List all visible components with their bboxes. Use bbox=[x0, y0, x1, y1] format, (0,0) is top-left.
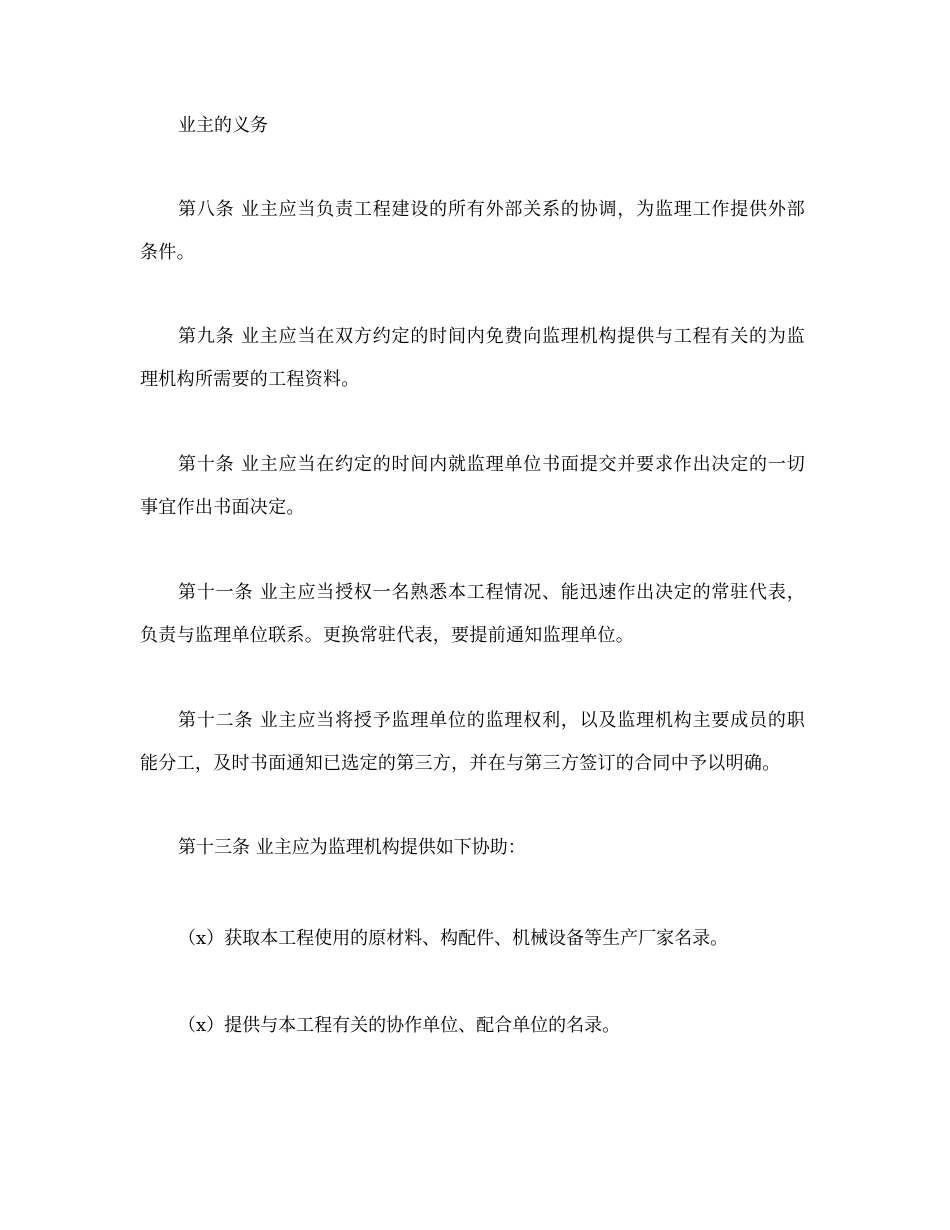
list-item-2: （x）提供与本工程有关的协作单位、配合单位的名录。 bbox=[178, 1015, 621, 1036]
article-9: 第九条 业主应当在双方约定的时间内免费向监理机构提供与工程有关的为监理机构所需要的工程资料。 bbox=[140, 326, 805, 390]
article-8: 第八条 业主应当负责工程建设的所有外部关系的协调，为监理工作提供外部条件。 bbox=[140, 199, 805, 263]
article-12: 第十二条 业主应当将授予监理单位的监理权利，以及监理机构主要成员的职能分工，及时书面通知已选定的第三方，并在与第三方签订的合同中予以明确。 bbox=[140, 710, 805, 774]
article-13: 第十三条 业主应为监理机构提供如下协助： bbox=[178, 837, 526, 858]
section-title: 业主的义务 bbox=[178, 115, 268, 136]
article-11: 第十一条 业主应当授权一名熟悉本工程情况、能迅速作出决定的常驻代表，负责与监理单位联系。更换常驻代表，要提前通知监理单位。 bbox=[140, 582, 805, 646]
list-item-1: （x）获取本工程使用的原材料、构配件、机械设备等生产厂家名录。 bbox=[178, 928, 729, 949]
article-10: 第十条 业主应当在约定的时间内就监理单位书面提交并要求作出决定的一切事宜作出书面决定。 bbox=[140, 454, 805, 518]
